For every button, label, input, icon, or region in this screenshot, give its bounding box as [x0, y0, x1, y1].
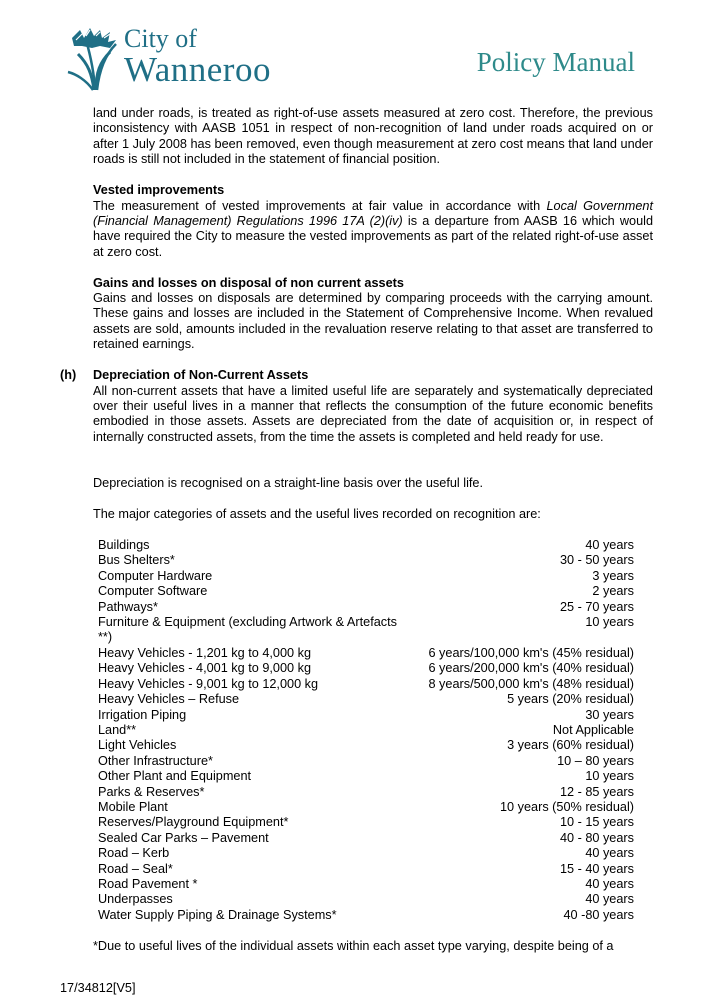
city-logo	[66, 24, 296, 94]
asset-category: Buildings	[98, 538, 150, 553]
asset-category: Road – Seal*	[98, 861, 173, 876]
useful-life: 40 years	[585, 538, 634, 553]
table-row	[98, 646, 634, 661]
asset-category: Water Supply Piping & Drainage Systems*	[98, 907, 337, 922]
asset-category: Land**	[98, 722, 137, 737]
useful-life: 3 years (60% residual)	[507, 738, 634, 753]
asset-category: Irrigation Piping	[98, 707, 187, 722]
vested-heading: Vested improvements	[93, 183, 225, 198]
useful-life: 5 years (20% residual)	[507, 692, 634, 707]
depreciation-heading: Depreciation of Non-Current Assets	[93, 368, 309, 383]
useful-life: 10 years (50% residual)	[500, 799, 634, 814]
intro-paragraph: land under roads, is treated as right-of-use assets measured at zero cost. Therefore, the previous inconsistency with AASB 1051 in respect of non-recognition of land under roads acquired on or after 1 July 2008 has been removed, even though measurement at zero cost means that land under roads is still not included in the statement of financial position.	[93, 106, 653, 167]
table-row	[98, 862, 634, 877]
useful-life: 30 - 50 years	[559, 553, 634, 568]
useful-life: 40 -80 years	[563, 907, 634, 922]
categories-intro: The major categories of assets and the useful lives recorded on recognition are:	[93, 507, 541, 522]
useful-lives-table	[98, 538, 634, 923]
useful-life: 30 years	[585, 707, 634, 722]
depreciation-paragraph: All non-current assets that have a limited useful life are separately and systematically depreciated over their useful lives in a manner that reflects the consumption of the future economic benefits embodied in those assets. Assets are depreciated from the date of acquisition or, in respect of internally constructed assets, from the time the assets is completed and held ready for use.	[93, 383, 653, 444]
document-reference: 17/34812[V5]	[60, 981, 136, 995]
table-row	[98, 892, 634, 907]
useful-life: 12 - 85 years	[559, 784, 634, 799]
useful-life: 10 years	[585, 615, 634, 630]
useful-life: 25 - 70 years	[559, 599, 634, 614]
useful-life: 3 years	[592, 568, 634, 583]
useful-life: 15 - 40 years	[559, 861, 634, 876]
table-row	[98, 692, 634, 707]
asset-category: Pathways*	[98, 599, 158, 614]
asset-category: Mobile Plant	[98, 799, 168, 814]
depreciation-section-heading	[60, 368, 653, 383]
table-row	[98, 846, 634, 861]
footnote: *Due to useful lives of the individual assets within each asset type varying, despite being of a	[93, 938, 614, 953]
table-row	[98, 569, 634, 584]
page-title: Policy Manual	[476, 47, 635, 77]
asset-category: Parks & Reserves*	[98, 784, 205, 799]
table-row	[98, 908, 634, 923]
table-row	[98, 677, 634, 692]
asset-category: Sealed Car Parks – Pavement	[98, 830, 269, 845]
table-row	[98, 553, 634, 568]
table-row	[98, 584, 634, 599]
table-row	[98, 769, 634, 784]
vested-paragraph: The measurement of vested improvements at fair value in accordance with Local Government (Financial Management) Regulations 1996 17A (2)(iv) is a departure from AASB 16 which would have required the City to measure the vested improvements as part of the related right-of-use asset at zero cost.	[93, 198, 653, 259]
table-row	[98, 815, 634, 830]
useful-life: 40 years	[585, 846, 634, 861]
useful-life: 10 - 15 years	[559, 815, 634, 830]
asset-category: Reserves/Playground Equipment*	[98, 815, 289, 830]
table-row	[98, 708, 634, 723]
useful-life: Not Applicable	[552, 722, 634, 737]
asset-category: Computer Software	[98, 584, 208, 599]
useful-life: 2 years	[592, 584, 634, 599]
asset-category: Bus Shelters*	[98, 553, 175, 568]
useful-life: 10 – 80 years	[557, 753, 634, 768]
logo-text-city-of: City of	[124, 24, 197, 53]
table-row	[98, 754, 634, 769]
table-row	[98, 600, 634, 615]
table-row	[98, 877, 634, 892]
asset-category: Furniture & Equipment (excluding Artwork & Artefacts **)	[98, 615, 397, 645]
gains-heading: Gains and losses on disposal of non current assets	[93, 275, 404, 290]
table-row	[98, 615, 634, 646]
gains-paragraph: Gains and losses on disposals are determined by comparing proceeds with the carrying amount. These gains and losses are included in the Statement of Comprehensive Income. When revalued assets are sold, amounts included in the revaluation reserve relating to that asset are transferred to retained earnings.	[93, 291, 653, 352]
table-row	[98, 661, 634, 676]
table-row	[98, 723, 634, 738]
table-row	[98, 738, 634, 753]
asset-category: Heavy Vehicles - 1,201 kg to 4,000 kg	[98, 645, 311, 660]
asset-category: Road Pavement *	[98, 876, 198, 891]
straight-line-paragraph: Depreciation is recognised on a straight-line basis over the useful life.	[93, 476, 483, 491]
asset-category: Road – Kerb	[98, 846, 170, 861]
useful-life: 6 years/200,000 km's (40% residual)	[428, 661, 634, 676]
useful-life: 8 years/500,000 km's (48% residual)	[428, 676, 634, 691]
asset-category: Light Vehicles	[98, 738, 177, 753]
document-body	[60, 106, 653, 954]
asset-category: Heavy Vehicles - 9,001 kg to 12,000 kg	[98, 676, 319, 691]
section-label: (h)	[60, 368, 77, 383]
asset-category: Heavy Vehicles – Refuse	[98, 692, 240, 707]
useful-life: 6 years/100,000 km's (45% residual)	[428, 645, 634, 660]
grass-tree-icon	[66, 24, 124, 92]
table-row	[98, 800, 634, 815]
useful-life: 10 years	[585, 769, 634, 784]
table-row	[98, 785, 634, 800]
asset-category: Other Infrastructure*	[98, 753, 213, 768]
useful-life: 40 - 80 years	[559, 830, 634, 845]
asset-category: Other Plant and Equipment	[98, 769, 252, 784]
asset-category: Underpasses	[98, 892, 173, 907]
asset-category: Heavy Vehicles - 4,001 kg to 9,000 kg	[98, 661, 311, 676]
asset-category: Computer Hardware	[98, 568, 213, 583]
useful-life: 40 years	[585, 876, 634, 891]
logo-text-wanneroo: Wanneroo	[124, 50, 271, 89]
useful-life: 40 years	[585, 892, 634, 907]
table-row	[98, 831, 634, 846]
table-row	[98, 538, 634, 553]
